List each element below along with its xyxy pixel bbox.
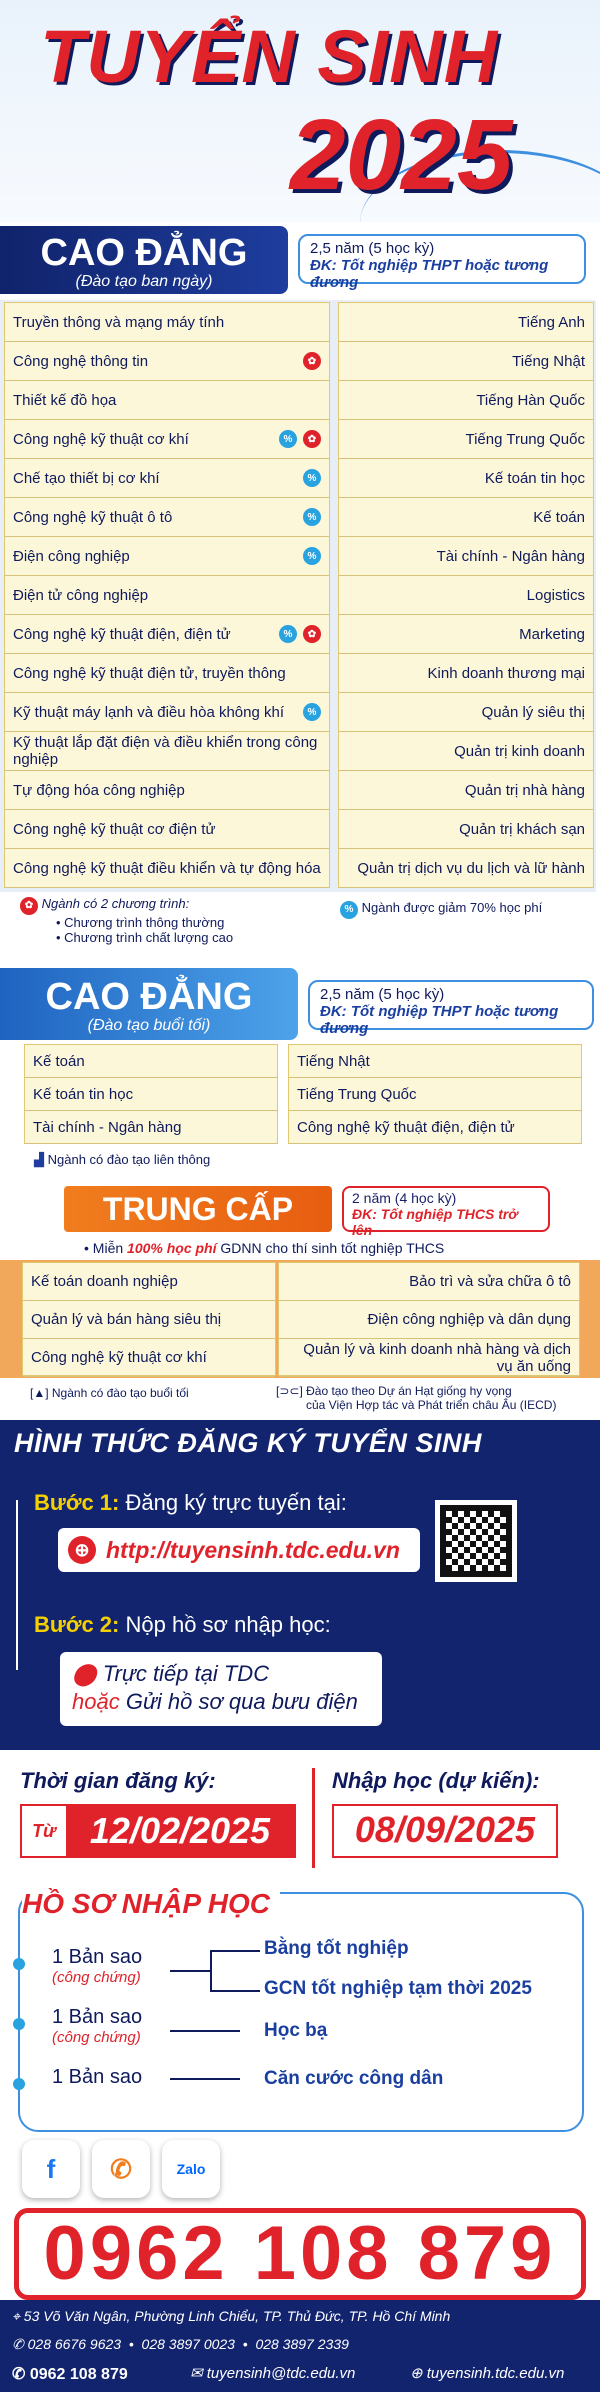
- two-programs-icon: ✿: [303, 430, 321, 448]
- cd-day-major-item: [339, 849, 593, 888]
- cd-eve-major-label: Công nghệ kỹ thuật điện, điện tử: [297, 1118, 515, 1136]
- cd-day-major-item: [5, 498, 329, 537]
- address: ⌖ 53 Võ Văn Ngân, Phường Linh Chiểu, TP. Thủ Đức, TP. Hồ Chí Minh: [12, 2308, 451, 2324]
- cd-day-major-label: Công nghệ kỹ thuật cơ điện tử: [13, 820, 216, 838]
- cd-eve-major-label: Tiếng Trung Quốc: [297, 1085, 417, 1103]
- cd-day-major-label: Tiếng Anh: [518, 313, 585, 331]
- title-main: TUYỂN SINH: [40, 15, 499, 98]
- cd-day-major-label: Quản trị dịch vụ du lịch và lữ hành: [357, 859, 585, 877]
- cd-day-major-item: [339, 732, 593, 771]
- cd-day-major-item: [339, 537, 593, 576]
- tc-major-label: Quản lý và bán hàng siêu thị: [31, 1311, 222, 1328]
- enroll-label: Nhập học (dự kiến):: [332, 1768, 540, 1793]
- cd-day-major-label: Quản trị nhà hàng: [464, 781, 585, 799]
- submit-options: ⬤ Trực tiếp tại TDC hoặc Gửi hồ sơ qua bưu điện: [60, 1652, 382, 1726]
- cd-day-major-item: [339, 381, 593, 420]
- reg-time-label: Thời gian đăng ký:: [20, 1768, 216, 1793]
- tc-major-label: Quản lý và kinh doanh nhà hàng và dịch vụ ăn uống: [303, 1340, 571, 1375]
- cd-day-right-list: [338, 302, 594, 888]
- cd-day-major-item: [5, 810, 329, 849]
- enroll-date: 08/09/2025: [332, 1804, 558, 1858]
- discount-icon: %: [279, 625, 297, 643]
- docs-copy-1: 1 Bản sao (công chứng): [52, 1946, 143, 1986]
- cd-day-major-label: Truyền thông và mạng máy tính: [13, 313, 225, 331]
- cd-day-major-item: [339, 810, 593, 849]
- discount-icon: %: [340, 901, 358, 919]
- cd-day-major-label: Công nghệ kỹ thuật điều khiển và tự động hóa: [13, 859, 321, 877]
- cd-day-major-label: Quản trị kinh doanh: [454, 742, 585, 760]
- cd-eve-banner: [0, 968, 298, 1040]
- landlines: ✆ 028 6676 9623 • 028 3897 0023 • 028 3897 2339: [12, 2336, 349, 2352]
- cd-day-major-label: Công nghệ kỹ thuật ô tô: [13, 508, 173, 526]
- cd-eve-right-list: [288, 1044, 582, 1144]
- cd-eve-condition: ĐK: Tốt nghiệp THPT hoặc tương đương: [320, 1003, 559, 1037]
- cd-day-major-label: Công nghệ kỹ thuật cơ khí: [13, 430, 189, 448]
- cd-eve-subtitle: (Đào tạo buổi tối): [87, 1017, 211, 1034]
- cd-day-major-item: [339, 576, 593, 615]
- tc-major-item: [23, 1339, 275, 1377]
- cd-day-subtitle: (Đào tạo ban ngày): [75, 273, 213, 290]
- cd-day-major-item: [5, 381, 329, 420]
- cd-day-major-item: [5, 459, 329, 498]
- cd-eve-major-label: Tài chính - Ngân hàng: [33, 1118, 182, 1136]
- mobile[interactable]: ✆ 0962 108 879: [12, 2366, 128, 2383]
- register-section: [0, 1420, 600, 1750]
- cd-eve-major-label: Kế toán: [33, 1052, 85, 1070]
- cd-eve-major-label: Kế toán tin học: [33, 1085, 134, 1103]
- cd-day-major-item: [339, 693, 593, 732]
- cd-day-duration: 2,5 năm (5 học kỳ): [310, 240, 435, 257]
- cd-day-major-label: Quản lý siêu thị: [481, 703, 585, 721]
- discount-icon: %: [303, 469, 321, 487]
- footer: [0, 2300, 600, 2392]
- cd-day-major-item: [339, 771, 593, 810]
- cd-day-major-item: [5, 654, 329, 693]
- cd-eve-duration: 2,5 năm (5 học kỳ): [320, 986, 445, 1003]
- cd-day-major-item: [5, 771, 329, 810]
- docs-box: [18, 1892, 584, 2132]
- website[interactable]: ⊕ tuyensinh.tdc.edu.vn: [410, 2365, 565, 2382]
- register-url[interactable]: ⊕ http://tuyensinh.tdc.edu.vn: [58, 1528, 420, 1572]
- tc-major-label: Kế toán doanh nghiệp: [31, 1273, 178, 1290]
- cd-day-major-label: Kỹ thuật máy lạnh và điều hòa không khí: [13, 703, 285, 721]
- cd-day-major-item: [339, 420, 593, 459]
- cd-day-major-label: Công nghệ kỹ thuật điện, điện tử: [13, 625, 231, 643]
- cd-eve-major-item: [25, 1111, 277, 1144]
- cd-day-major-item: [339, 615, 593, 654]
- cd-day-major-label: Điện công nghiệp: [13, 547, 130, 565]
- cd-day-major-label: Tự động hóa công nghiệp: [13, 781, 185, 799]
- cd-day-major-label: Tiếng Trung Quốc: [465, 430, 585, 448]
- step1: Bước 1: Đăng ký trực tuyến tại:: [34, 1490, 347, 1515]
- cd-day-major-item: [339, 498, 593, 537]
- hotline[interactable]: 0962 108 879: [14, 2208, 586, 2300]
- cd-eve-left-list: [24, 1044, 278, 1144]
- location-icon: ⬤: [72, 1661, 97, 1686]
- legend-evening: [▲] Ngành có đào tạo buổi tối: [30, 1386, 189, 1400]
- doc-transcript: Học bạ: [264, 2020, 328, 2041]
- tc-major-item: [279, 1301, 579, 1339]
- cd-day-major-label: Tiếng Nhật: [512, 352, 585, 370]
- cd-day-major-item: [5, 303, 329, 342]
- cd-day-major-item: [339, 303, 593, 342]
- cd-day-major-item: [5, 342, 329, 381]
- two-programs-icon: ✿: [303, 352, 321, 370]
- docs-copy-3: 1 Bản sao: [52, 2066, 143, 2088]
- cd-eve-major-label: Tiếng Nhật: [297, 1052, 370, 1070]
- cd-day-major-item: [5, 420, 329, 459]
- cd-day-major-label: Marketing: [519, 625, 585, 643]
- legend-discount: % Ngành được giảm 70% học phí: [340, 900, 590, 919]
- cd-day-condition: ĐK: Tốt nghiệp THPT hoặc tương đương: [310, 257, 549, 291]
- cd-eve-major-item: [289, 1045, 581, 1078]
- phone-icon[interactable]: ✆: [92, 2140, 150, 2198]
- cd-day-major-label: Kỹ thuật lắp đặt điện và điều khiển trong công nghiệp: [13, 734, 318, 768]
- cd-day-major-label: Tiếng Hàn Quốc: [476, 391, 585, 409]
- cd-eve-major-item: [289, 1111, 581, 1144]
- tc-major-item: [23, 1301, 275, 1339]
- doc-id-card: Căn cước công dân: [264, 2068, 444, 2089]
- tc-condition: ĐK: Tốt nghiệp THCS trở lên: [352, 1206, 518, 1238]
- cd-day-title: CAO ĐẲNG: [40, 232, 248, 274]
- cd-day-major-label: Điện tử công nghiệp: [13, 586, 149, 604]
- tc-left-list: [22, 1262, 276, 1376]
- cd-eve-title: CAO ĐẲNG: [45, 976, 253, 1018]
- zalo-icon[interactable]: Zalo: [162, 2140, 220, 2198]
- legend-iecd: [⊃⊂] Đào tạo theo Dự án Hạt giống hy vọng của Viện Hợp tác và Phát triển châu Âu (IECD): [276, 1384, 557, 1413]
- legend-two-programs: ✿ Ngành có 2 chương trình: • Chương trình thông thường • Chương trình chất lượng cao: [20, 896, 320, 945]
- cd-day-major-label: Logistics: [526, 586, 585, 604]
- email[interactable]: ✉ tuyensinh@tdc.edu.vn: [190, 2365, 356, 2382]
- discount-icon: %: [303, 508, 321, 526]
- cd-day-major-label: Tài chính - Ngân hàng: [436, 547, 585, 565]
- cd-day-major-label: Thiết kế đồ họa: [13, 391, 117, 409]
- cd-day-major-label: Công nghệ kỹ thuật điện tử, truyền thông: [13, 664, 286, 682]
- two-programs-icon: ✿: [20, 897, 38, 915]
- tc-banner: TRUNG CẤP: [64, 1186, 332, 1232]
- discount-icon: %: [279, 430, 297, 448]
- cd-day-major-label: Công nghệ thông tin: [13, 352, 149, 370]
- cd-day-info: [298, 234, 586, 291]
- tc-right-list: [278, 1262, 580, 1376]
- cd-day-major-label: Kế toán: [533, 508, 585, 526]
- cd-day-major-item: [339, 342, 593, 381]
- cd-day-major-label: Chế tạo thiết bị cơ khí: [13, 469, 160, 487]
- cd-day-major-item: [5, 576, 329, 615]
- cd-eve-major-item: [25, 1078, 277, 1111]
- cd-day-major-label: Quản trị khách sạn: [459, 820, 585, 838]
- step2: Bước 2: Nộp hồ sơ nhập học:: [34, 1612, 331, 1637]
- tc-major-item: [23, 1263, 275, 1301]
- cd-day-left-list: [4, 302, 330, 888]
- qr-code[interactable]: [435, 1500, 517, 1582]
- facebook-icon[interactable]: f: [22, 2140, 80, 2198]
- register-title: HÌNH THỨC ĐĂNG KÝ TUYỂN SINH: [14, 1428, 482, 1458]
- tc-duration: 2 năm (4 học kỳ): [352, 1190, 457, 1206]
- cd-day-major-label: Kế toán tin học: [484, 469, 585, 487]
- cd-day-major-item: [5, 537, 329, 576]
- cd-day-major-item: [339, 654, 593, 693]
- tc-free-note: • Miễn 100% học phí GDNN cho thí sinh tốt nghiệp THCS: [84, 1240, 445, 1256]
- cd-eve-info: [308, 980, 594, 1037]
- cd-day-major-item: [339, 459, 593, 498]
- tc-major-label: Bảo trì và sửa chữa ô tô: [409, 1273, 571, 1290]
- reg-date-box: Từ 12/02/2025: [20, 1804, 296, 1858]
- globe-icon: ⊕: [68, 1536, 96, 1564]
- cd-day-major-item: [5, 615, 329, 654]
- cd-day-banner: [0, 226, 288, 294]
- tc-info: [342, 1186, 550, 1238]
- cd-day-major-label: Kinh doanh thương mại: [427, 664, 585, 682]
- tc-major-item: [279, 1263, 579, 1301]
- cd-day-major-item: [5, 849, 329, 888]
- doc-diploma: Bằng tốt nghiệp: [264, 1938, 409, 1959]
- header: [0, 0, 600, 222]
- docs-copy-2: 1 Bản sao (công chứng): [52, 2006, 143, 2046]
- cd-day-major-item: [5, 732, 329, 771]
- legend-transfer: ▟ Ngành có đào tạo liên thông: [34, 1152, 211, 1167]
- tc-major-label: Công nghệ kỹ thuật cơ khí: [31, 1349, 207, 1366]
- title-year: 2025: [290, 99, 513, 211]
- doc-temp-cert: GCN tốt nghiệp tạm thời 2025: [264, 1978, 532, 1999]
- tc-major-item: [279, 1339, 579, 1377]
- cd-day-major-item: [5, 693, 329, 732]
- discount-icon: %: [303, 547, 321, 565]
- cd-eve-major-item: [25, 1045, 277, 1078]
- cd-eve-major-item: [289, 1078, 581, 1111]
- tc-major-label: Điện công nghiệp và dân dụng: [367, 1311, 571, 1328]
- two-programs-icon: ✿: [303, 625, 321, 643]
- docs-title: HỒ SƠ NHẬP HỌC: [22, 1890, 280, 1918]
- discount-icon: %: [303, 703, 321, 721]
